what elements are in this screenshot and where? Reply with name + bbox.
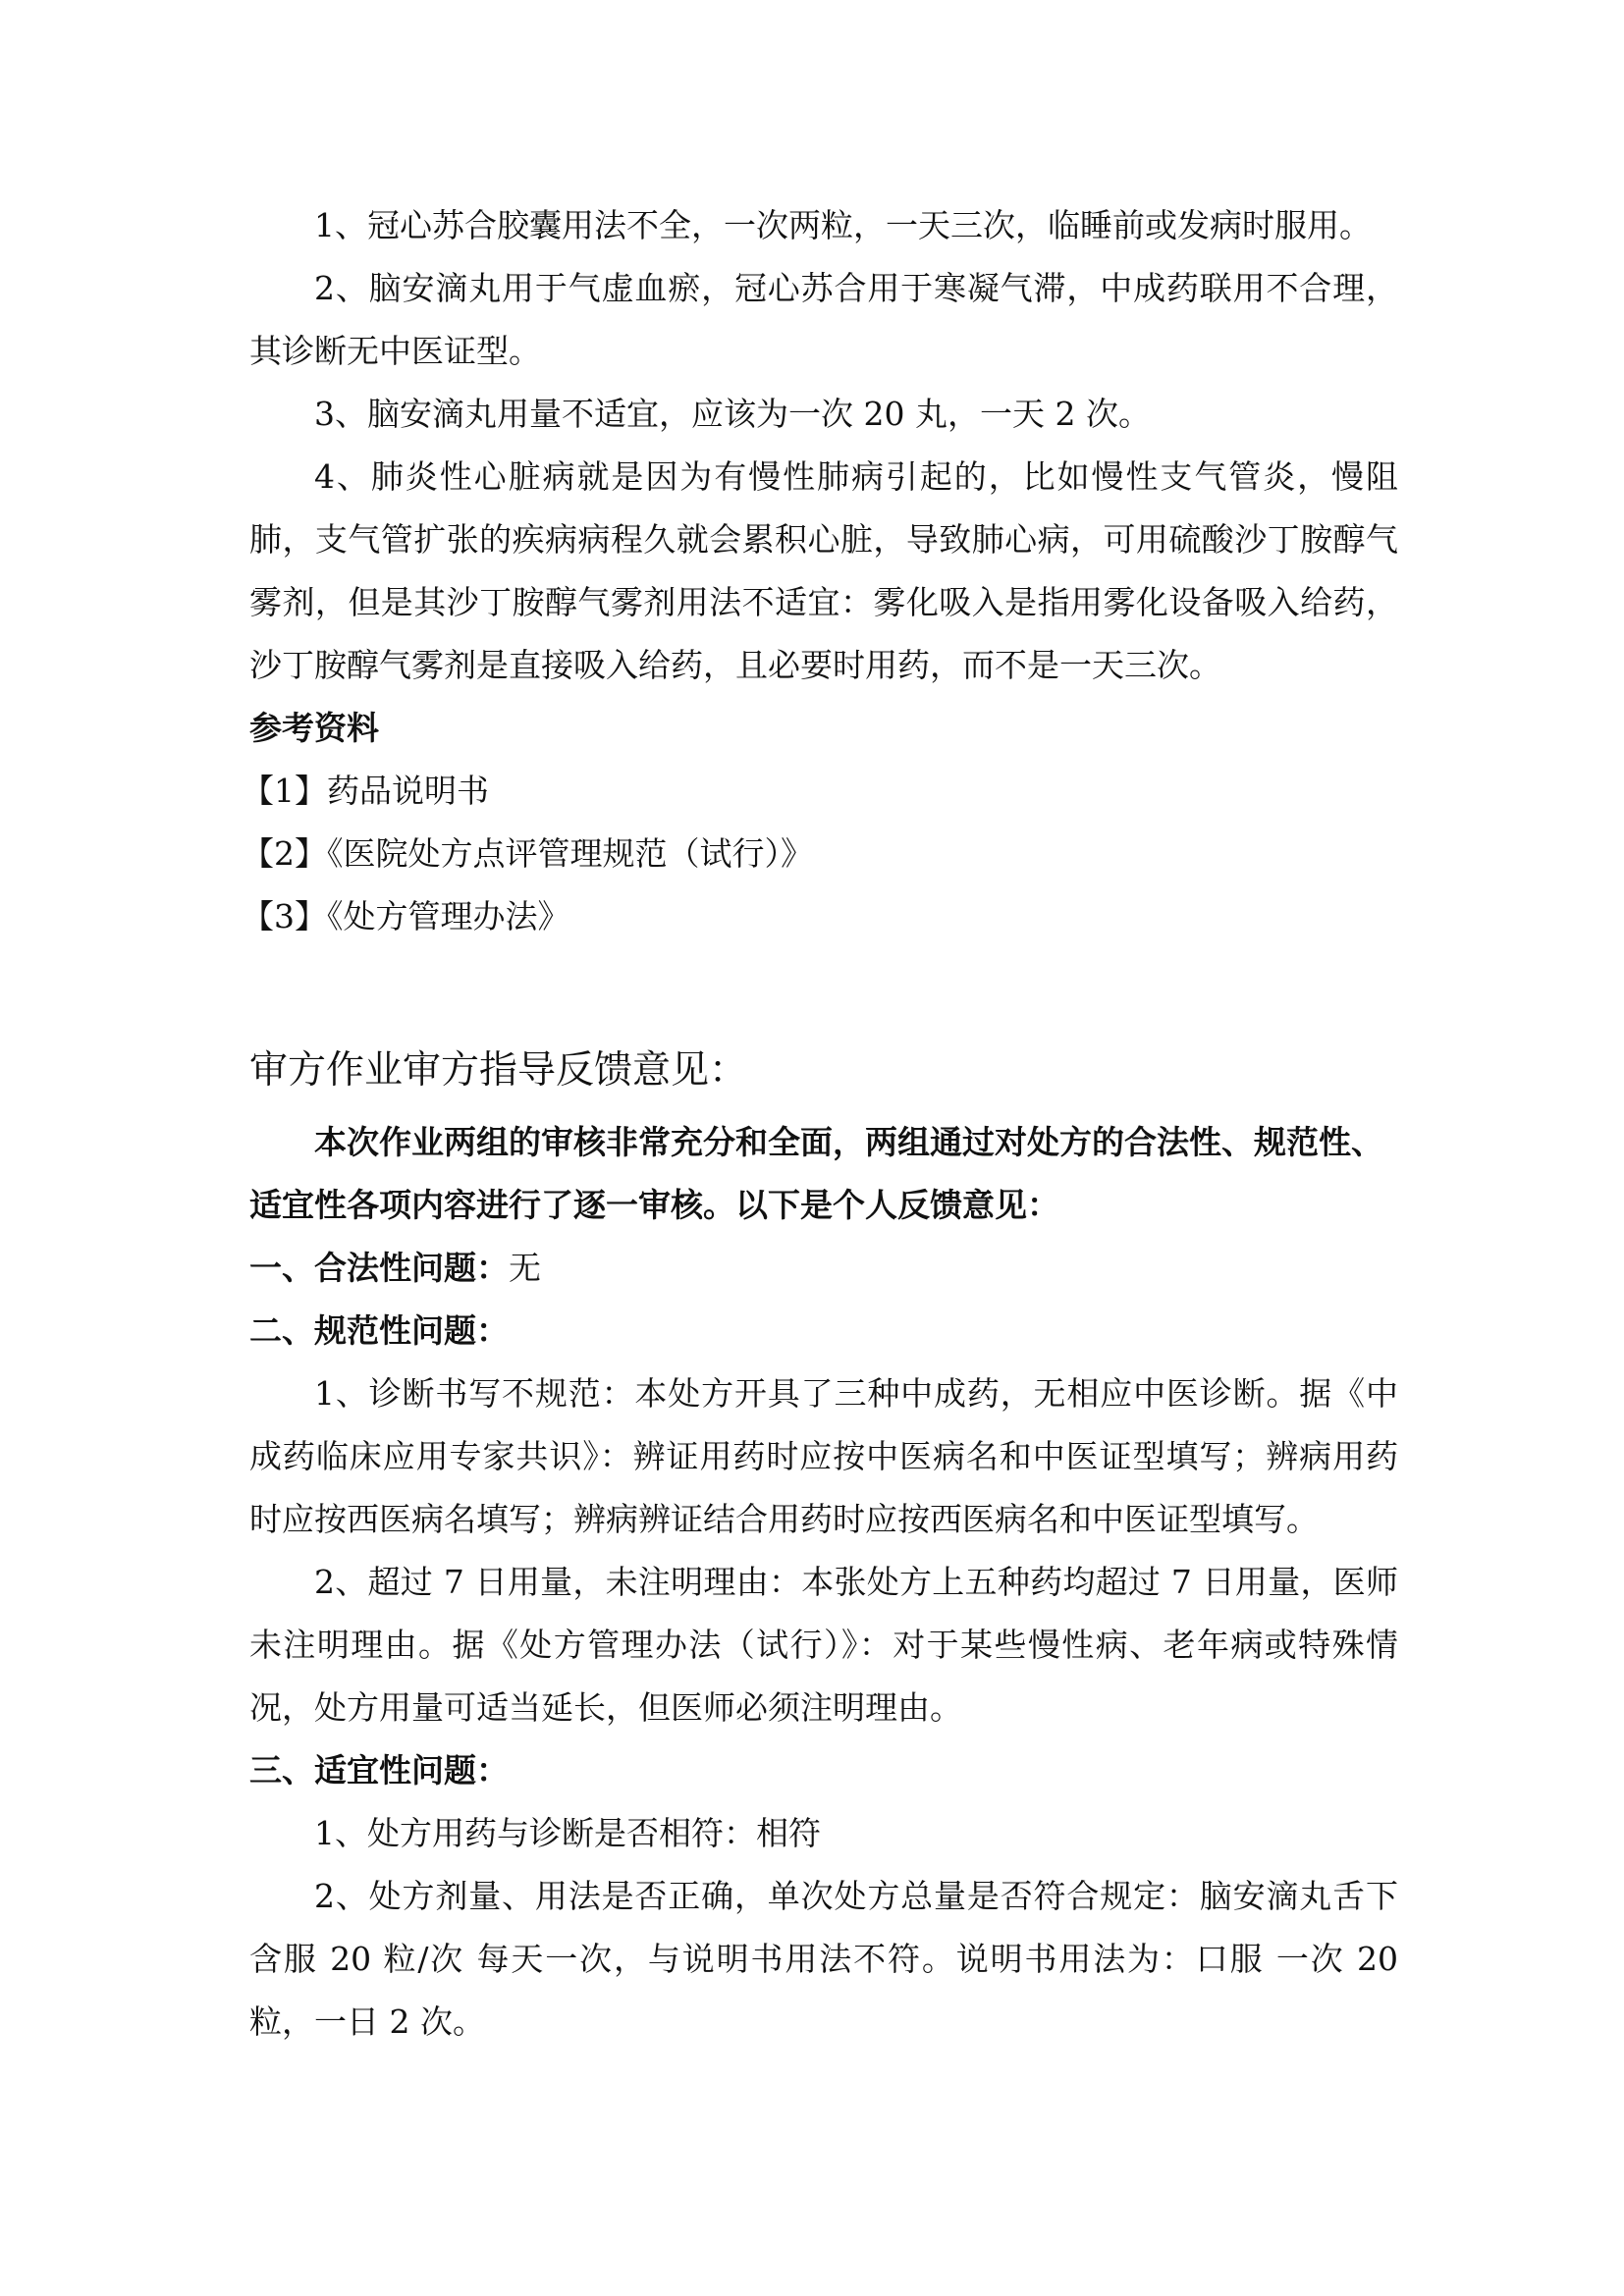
legality-label: 一、合法性问题：	[249, 1249, 509, 1287]
section-spacer	[249, 948, 1398, 1033]
standard-item-1: 1、诊断书写不规范：本处方开具了三种中成药，无相应中医诊断。据《中成药临床应用专家共识》：辨证用药时应按中医病名和中医证型填写；辨病用药时应按西医病名填写；辨病辨证结合用药时应按西医病名和中医证型填写。	[249, 1374, 1398, 1538]
feedback-title: 审方作业审方指导反馈意见：	[249, 1048, 748, 1093]
reference-item-2: 【2】《医院处方点评管理规范（试行）》	[242, 834, 813, 873]
suitability-label: 三、适宜性问题：	[249, 1751, 509, 1789]
top-item-1: 1、冠心苏合胶囊用法不全，一次两粒，一天三次，临睡前或发病时服用。	[314, 206, 1372, 244]
document-page	[242, 194, 1398, 2054]
reference-item-3: 【3】《处方管理办法》	[242, 897, 570, 935]
top-item-4: 4、肺炎性心脏病就是因为有慢性肺病引起的，比如慢性支气管炎，慢阻肺，支气管扩张的疾病病程久就会累积心脏，导致肺心病，可用硫酸沙丁胺醇气雾剂，但是其沙丁胺醇气雾剂用法不适宜：雾化吸入是指用雾化设备吸入给药，沙丁胺醇气雾剂是直接吸入给药，且必要时用药，而不是一天三次。	[249, 457, 1398, 684]
top-item-3: 3、脑安滴丸用量不适宜，应该为一次 20 丸，一天 2 次。	[314, 395, 1151, 433]
standard-line	[249, 1300, 1398, 1362]
standard-label: 二、规范性问题：	[249, 1311, 509, 1350]
legality-value: 无	[509, 1249, 541, 1287]
suitability-item-2: 2、处方剂量、用法是否正确，单次处方总量是否符合规定：脑安滴丸舌下含服 20 粒/次 每天一次，与说明书用法不符。说明书用法为：口服 一次 20 粒，一日 2 次。	[249, 1877, 1398, 2041]
feedback-intro: 本次作业两组的审核非常充分和全面，两组通过对处方的合法性、规范性、适宜性各项内容进行了逐一审核。以下是个人反馈意见：	[249, 1123, 1383, 1224]
suitability-item-1: 1、处方用药与诊断是否相符：相符	[314, 1814, 821, 1852]
top-item-2: 2、脑安滴丸用于气虚血瘀，冠心苏合用于寒凝气滞，中成药联用不合理，其诊断无中医证型。	[249, 269, 1398, 370]
legality-line	[249, 1237, 1398, 1300]
standard-item-2: 2、超过 7 日用量，未注明理由：本张处方上五种药均超过 7 日用量，医师未注明理由。据《处方管理办法（试行）》：对于某些慢性病、老年病或特殊情况，处方用量可适当延长，但医师必须注明理由。	[249, 1563, 1398, 1727]
references-title: 参考资料	[249, 709, 379, 747]
reference-item-1: 【1】药品说明书	[242, 772, 489, 810]
suitability-line	[249, 1739, 1398, 1802]
